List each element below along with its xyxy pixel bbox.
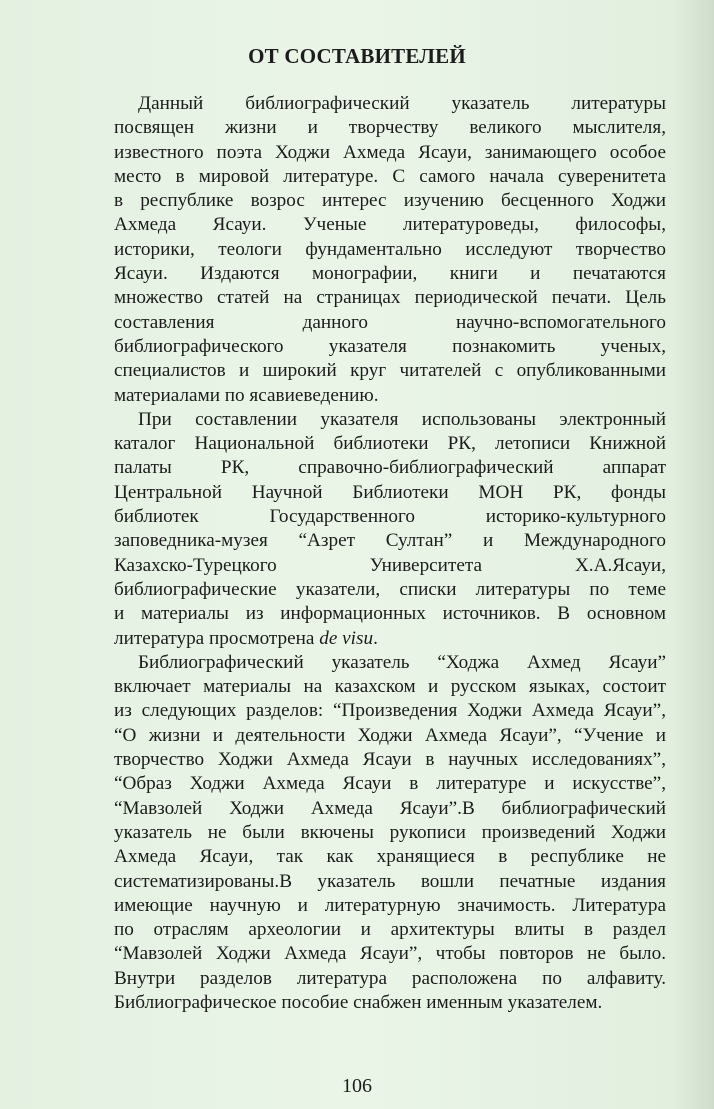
paragraph	[114, 92, 666, 408]
text-line: по отраслям археологии и архитектуры влиты в раздел	[114, 919, 666, 941]
text-line: “Образ Ходжи Ахмеда Ясауи в литературе и искусстве”,	[114, 773, 666, 795]
text-line: из следующих разделов: “Произведения Ходжи Ахмеда Ясауи”,	[114, 700, 666, 722]
text-line: Ахмеда Ясауи. Ученые литературоведы, философы,	[114, 214, 666, 236]
text-line: систематизированы.В указатель вошли печатные издания	[114, 870, 666, 892]
text-line: Ахмеда Ясауи, так как хранящиеся в республике не	[114, 846, 666, 868]
text-line: При составлении указателя использованы электронный	[138, 408, 666, 430]
paragraph	[114, 651, 666, 1015]
text-line: историки, теологи фундаментально исследуют творчество	[114, 238, 666, 260]
text-line: Библиографическое пособие снабжен именным указателем.	[114, 991, 603, 1013]
text-line: множество статей на страницах периодической печати. Цель	[114, 287, 666, 309]
text-line: включает материалы на казахском и русском языках, состоит	[114, 676, 666, 698]
document-body	[114, 92, 666, 1015]
text-line: материалами по ясавиеведению.	[114, 384, 379, 406]
text-line: Ясауи. Издаются монографии, книги и печатаются	[114, 263, 666, 285]
text-line: библиографического указателя познакомить ученых,	[114, 335, 666, 357]
text-line: в республике возрос интерес изучению бесценного Ходжи	[114, 190, 666, 212]
text-line: специалистов и широкий круг читателей с опубликованными	[114, 360, 666, 382]
text-line: Внутри разделов литература расположена по алфавиту.	[114, 967, 666, 989]
text-line: палаты РК, справочно-библиографический аппарат	[114, 457, 666, 479]
text-line: Библиографический указатель “Ходжа Ахмед Ясауи”	[138, 651, 666, 673]
text-line: литература просмотрена de visu.	[114, 627, 378, 649]
text-line: Данный библиографический указатель литературы	[138, 93, 666, 114]
text-line: “О жизни и деятельности Ходжи Ахмеда Ясауи”, “Учение и	[114, 724, 666, 746]
text-line: известного поэта Ходжи Ахмеда Ясауи, занимающего особое	[114, 141, 666, 163]
text-line: имеющие научную и литературную значимость. Литература	[114, 894, 666, 916]
italic-phrase: de visu	[319, 627, 374, 649]
paragraph	[114, 408, 666, 651]
text-line: каталог Национальной библиотеки РК, летописи Книжной	[114, 433, 666, 455]
page-number: 106	[342, 1075, 372, 1097]
text-line: творчество Ходжи Ахмеда Ясауи в научных исследованиях”,	[114, 749, 666, 771]
text-line: место в мировой литературе. С самого начала суверенитета	[114, 165, 666, 187]
text-line: “Мавзолей Ходжи Ахмеда Ясауи”, чтобы повторов не было.	[114, 943, 666, 965]
text-line: посвящен жизни и творчеству великого мыслителя,	[114, 117, 666, 139]
text-line: библиотек Государственного историко-культурного	[114, 506, 666, 528]
text-line: заповедника-музея “Азрет Султан” и Международного	[114, 530, 666, 552]
text-line: составления данного научно-вспомогательного	[114, 311, 666, 333]
text-line: “Мавзолей Ходжи Ахмеда Ясауи”.В библиографический	[114, 797, 666, 819]
text-line: библиографические указатели, списки литературы по теме	[114, 578, 666, 600]
text-line: Казахско-Турецкого Университета Х.А.Ясауи,	[114, 554, 666, 576]
text-line: и материалы из информационных источников. В основном	[114, 603, 666, 625]
page-title: ОТ СОСТАВИТЕЛЕЙ	[248, 44, 466, 68]
text-line: указатель не были вкючены рукописи произведений Ходжи	[114, 821, 666, 843]
text-line: Центральной Научной Библиотеки МОН РК, фонды	[114, 481, 666, 503]
